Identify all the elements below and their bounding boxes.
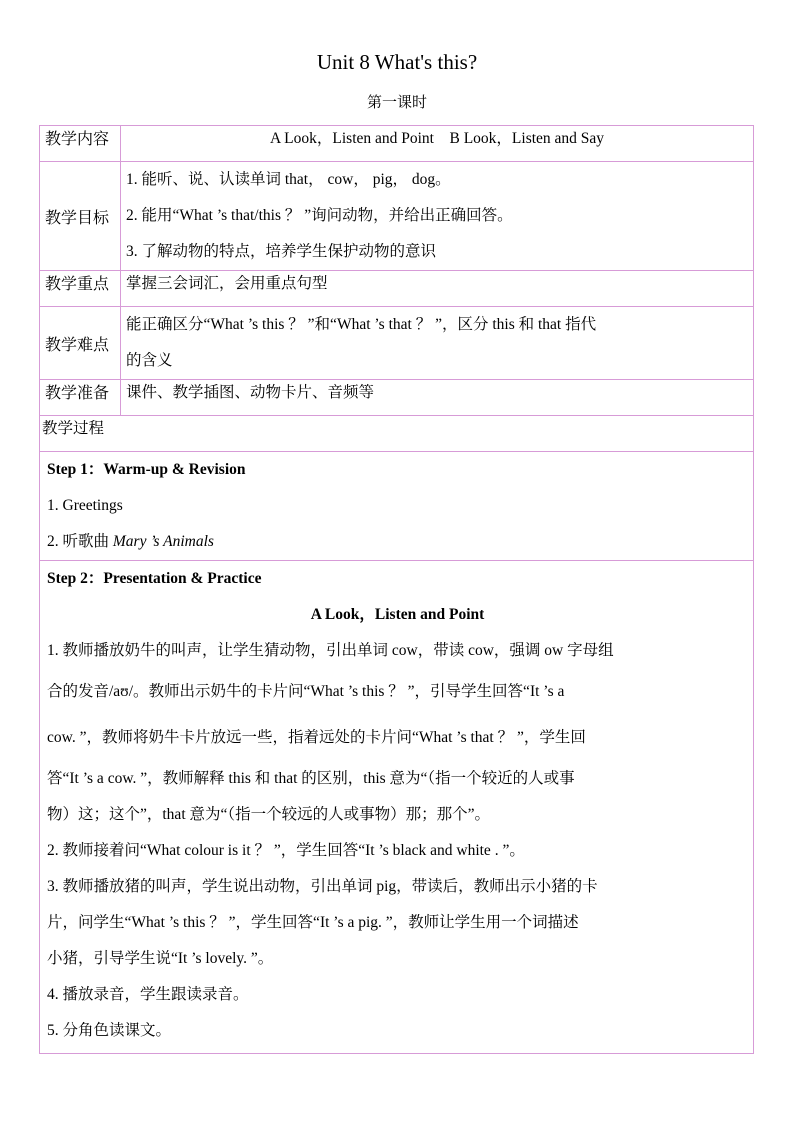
step1-item: 1. Greetings [47, 497, 123, 514]
lesson-plan-table [39, 125, 754, 1054]
value-content: A Look，Listen and Point B Look，Listen and Say [121, 126, 754, 162]
step2-line: 2. 教师接着问“What colour is it ？ ”，学生回答“It ’s black and white . ”。 [47, 842, 525, 859]
value-goals [121, 162, 754, 271]
step2-line: 小猪，引导学生说“It ’s lovely. ”。 [47, 950, 274, 967]
row-step2 [40, 561, 754, 1054]
label-preparation: 教学准备 [40, 380, 121, 416]
step2-line: 1. 教师播放奶牛的叫声，让学生猜动物，引出单词 cow，带读 cow，强调 ow 字母组 [47, 642, 614, 659]
value-key-points: 掌握三会词汇，会用重点句型 [121, 271, 754, 307]
step2-line: 5. 分角色读课文。 [47, 1022, 172, 1039]
row-preparation [40, 380, 754, 416]
label-goals: 教学目标 [40, 162, 121, 271]
difficulty-line: 的含义 [126, 352, 173, 369]
step1-item [47, 524, 748, 560]
value-preparation: 课件、教学插图、动物卡片、音频等 [121, 380, 754, 416]
goal-item: 2. 能用“What ’s that/this ？ ”询问动物，并给出正确回答。 [126, 207, 513, 224]
step1-heading: Step 1：Warm-up & Revision [47, 461, 246, 478]
step2-line: 3. 教师播放猪的叫声，学生说出动物，引出单词 pig，带读后，教师出示小猪的卡 [47, 878, 598, 895]
page-title: Unit 8 What's this? [316, 50, 478, 74]
step2-heading: Step 2：Presentation & Practice [47, 570, 262, 587]
row-key-points [40, 271, 754, 307]
label-content: 教学内容 [40, 126, 121, 162]
value-difficulties [121, 307, 754, 380]
step2-line: 4. 播放录音，学生跟读录音。 [47, 986, 249, 1003]
row-content [40, 126, 754, 162]
difficulty-line: 能正确区分“What ’s this ？ ”和“What ’s that ？ ”，区分 this 和 that 指代 [126, 316, 597, 333]
goal-item: 3. 了解动物的特点，培养学生保护动物的意识 [126, 243, 437, 260]
step2-line: 片，问学生“What ’s this ？ ”，学生回答“It ’s a pig. ”，教师让学生用一个词描述 [47, 914, 579, 931]
step1-song-prefix: 2. 听歌曲 [47, 533, 113, 550]
label-difficulties: 教学难点 [40, 307, 121, 380]
step2-subheading: A Look，Listen and Point [310, 606, 485, 623]
goal-item: 1. 能听、说、认读单词 that， cow， pig， dog。 [126, 171, 451, 188]
step2-line: 合的发音/aʊ/。教师出示奶牛的卡片问“What ’s this ？ ”，引导学生回答“It ’s a [47, 683, 565, 700]
label-key-points: 教学重点 [40, 271, 121, 307]
lesson-subtitle: 第一课时 [366, 95, 427, 111]
row-goals [40, 162, 754, 271]
label-process: 教学过程 [40, 416, 754, 452]
song-title: Mary ’s Animals [112, 533, 214, 550]
step2-line: 物）这；这个”，that 意为“（指一个较远的人或事物）那；那个”。 [47, 806, 491, 823]
row-difficulties [40, 307, 754, 380]
step2-section [40, 561, 754, 1054]
step1-section [40, 452, 754, 561]
step2-line: 答“It ’s a cow. ”，教师解释 this 和 that 的区别，this 意为“（指一个较近的人或事 [47, 770, 575, 787]
row-process [40, 416, 754, 452]
row-step1 [40, 452, 754, 561]
step2-line: cow. ”，教师将奶牛卡片放远一些，指着远处的卡片问“What ’s that ？ ”，学生回 [47, 729, 586, 746]
